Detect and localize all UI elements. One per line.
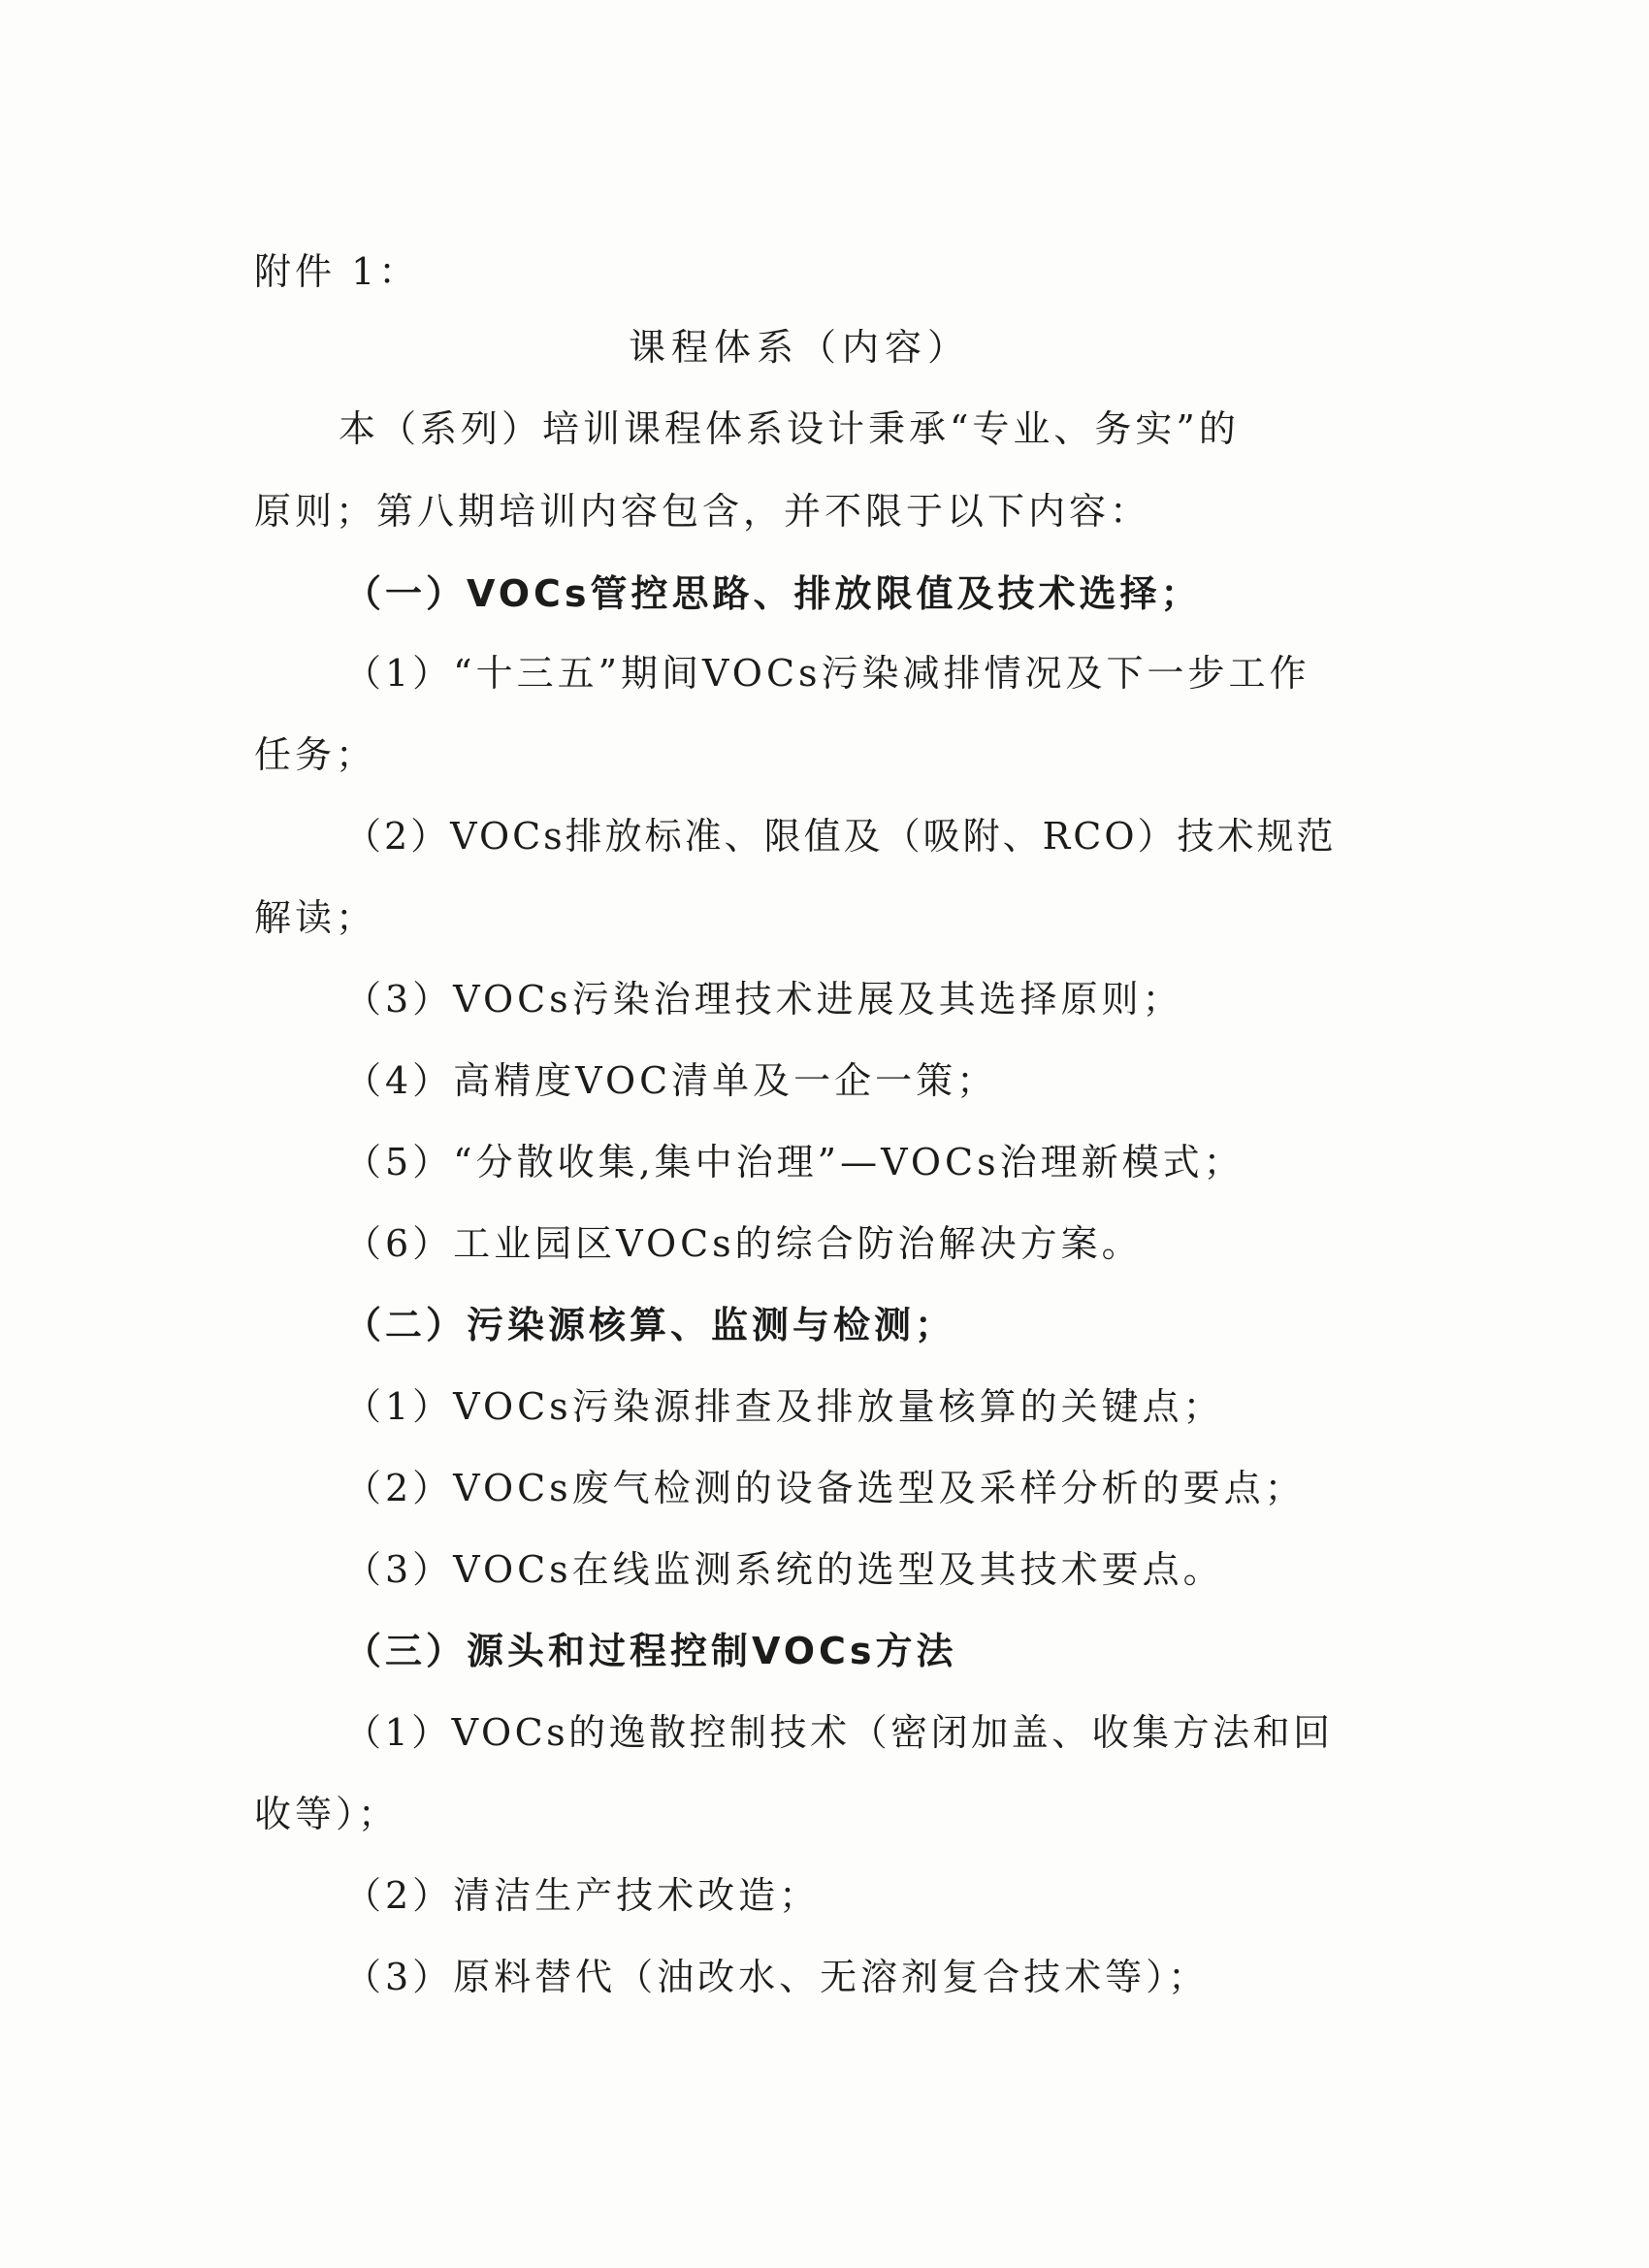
section-3-item-1-line-1: （1）VOCs的逸散控制技术（密闭加盖、收集方法和回: [344, 1711, 1334, 1754]
section-1-item-1-line-1: （1）“十三五”期间VOCs污染减排情况及下一步工作: [344, 652, 1310, 695]
section-3-item-1-line-2: 收等）；: [254, 1793, 400, 1835]
intro-line-1: 本（系列）培训课程体系设计秉承“专业、务实”的: [339, 407, 1240, 450]
section-1-item-6: （6）工业园区VOCs的综合防治解决方案。: [344, 1222, 1143, 1265]
section-1-item-1-line-2: 任务；: [254, 733, 377, 776]
section-2-item-2: （2）VOCs废气检测的设备选型及采样分析的要点；: [344, 1467, 1306, 1509]
section-2-item-1: （1）VOCs污染源排查及排放量核算的关键点；: [344, 1385, 1224, 1428]
section-2-heading: （二）污染源核算、监测与检测；: [344, 1304, 956, 1346]
section-3-item-2: （2）清洁生产技术改造；: [344, 1874, 821, 1917]
section-1-item-2-line-1: （2）VOCs排放标准、限值及（吸附、RCO）技术规范: [344, 815, 1337, 858]
document-title: 课程体系（内容）: [629, 326, 971, 369]
section-1-heading: （一）VOCs管控思路、排放限值及技术选择；: [344, 572, 1202, 615]
section-2-item-3: （3）VOCs在线监测系统的选型及其技术要点。: [344, 1548, 1224, 1591]
section-1-item-2-line-2: 解读；: [254, 896, 377, 939]
section-3-heading: （三）源头和过程控制VOCs方法: [344, 1630, 957, 1672]
section-1-item-4: （4）高精度VOC清单及一企一策；: [344, 1059, 998, 1102]
attachment-label: 附件 1：: [254, 250, 420, 293]
intro-line-2: 原则；第八期培训内容包含，并不限于以下内容：: [254, 490, 1151, 533]
section-1-item-5: （5）“分散收集,集中治理”—VOCs治理新模式；: [344, 1141, 1245, 1183]
section-3-item-3: （3）原料替代（油改水、无溶剂复合技术等）；: [344, 1956, 1210, 1998]
section-1-item-3: （3）VOCs污染治理技术进展及其选择原则；: [344, 978, 1183, 1021]
